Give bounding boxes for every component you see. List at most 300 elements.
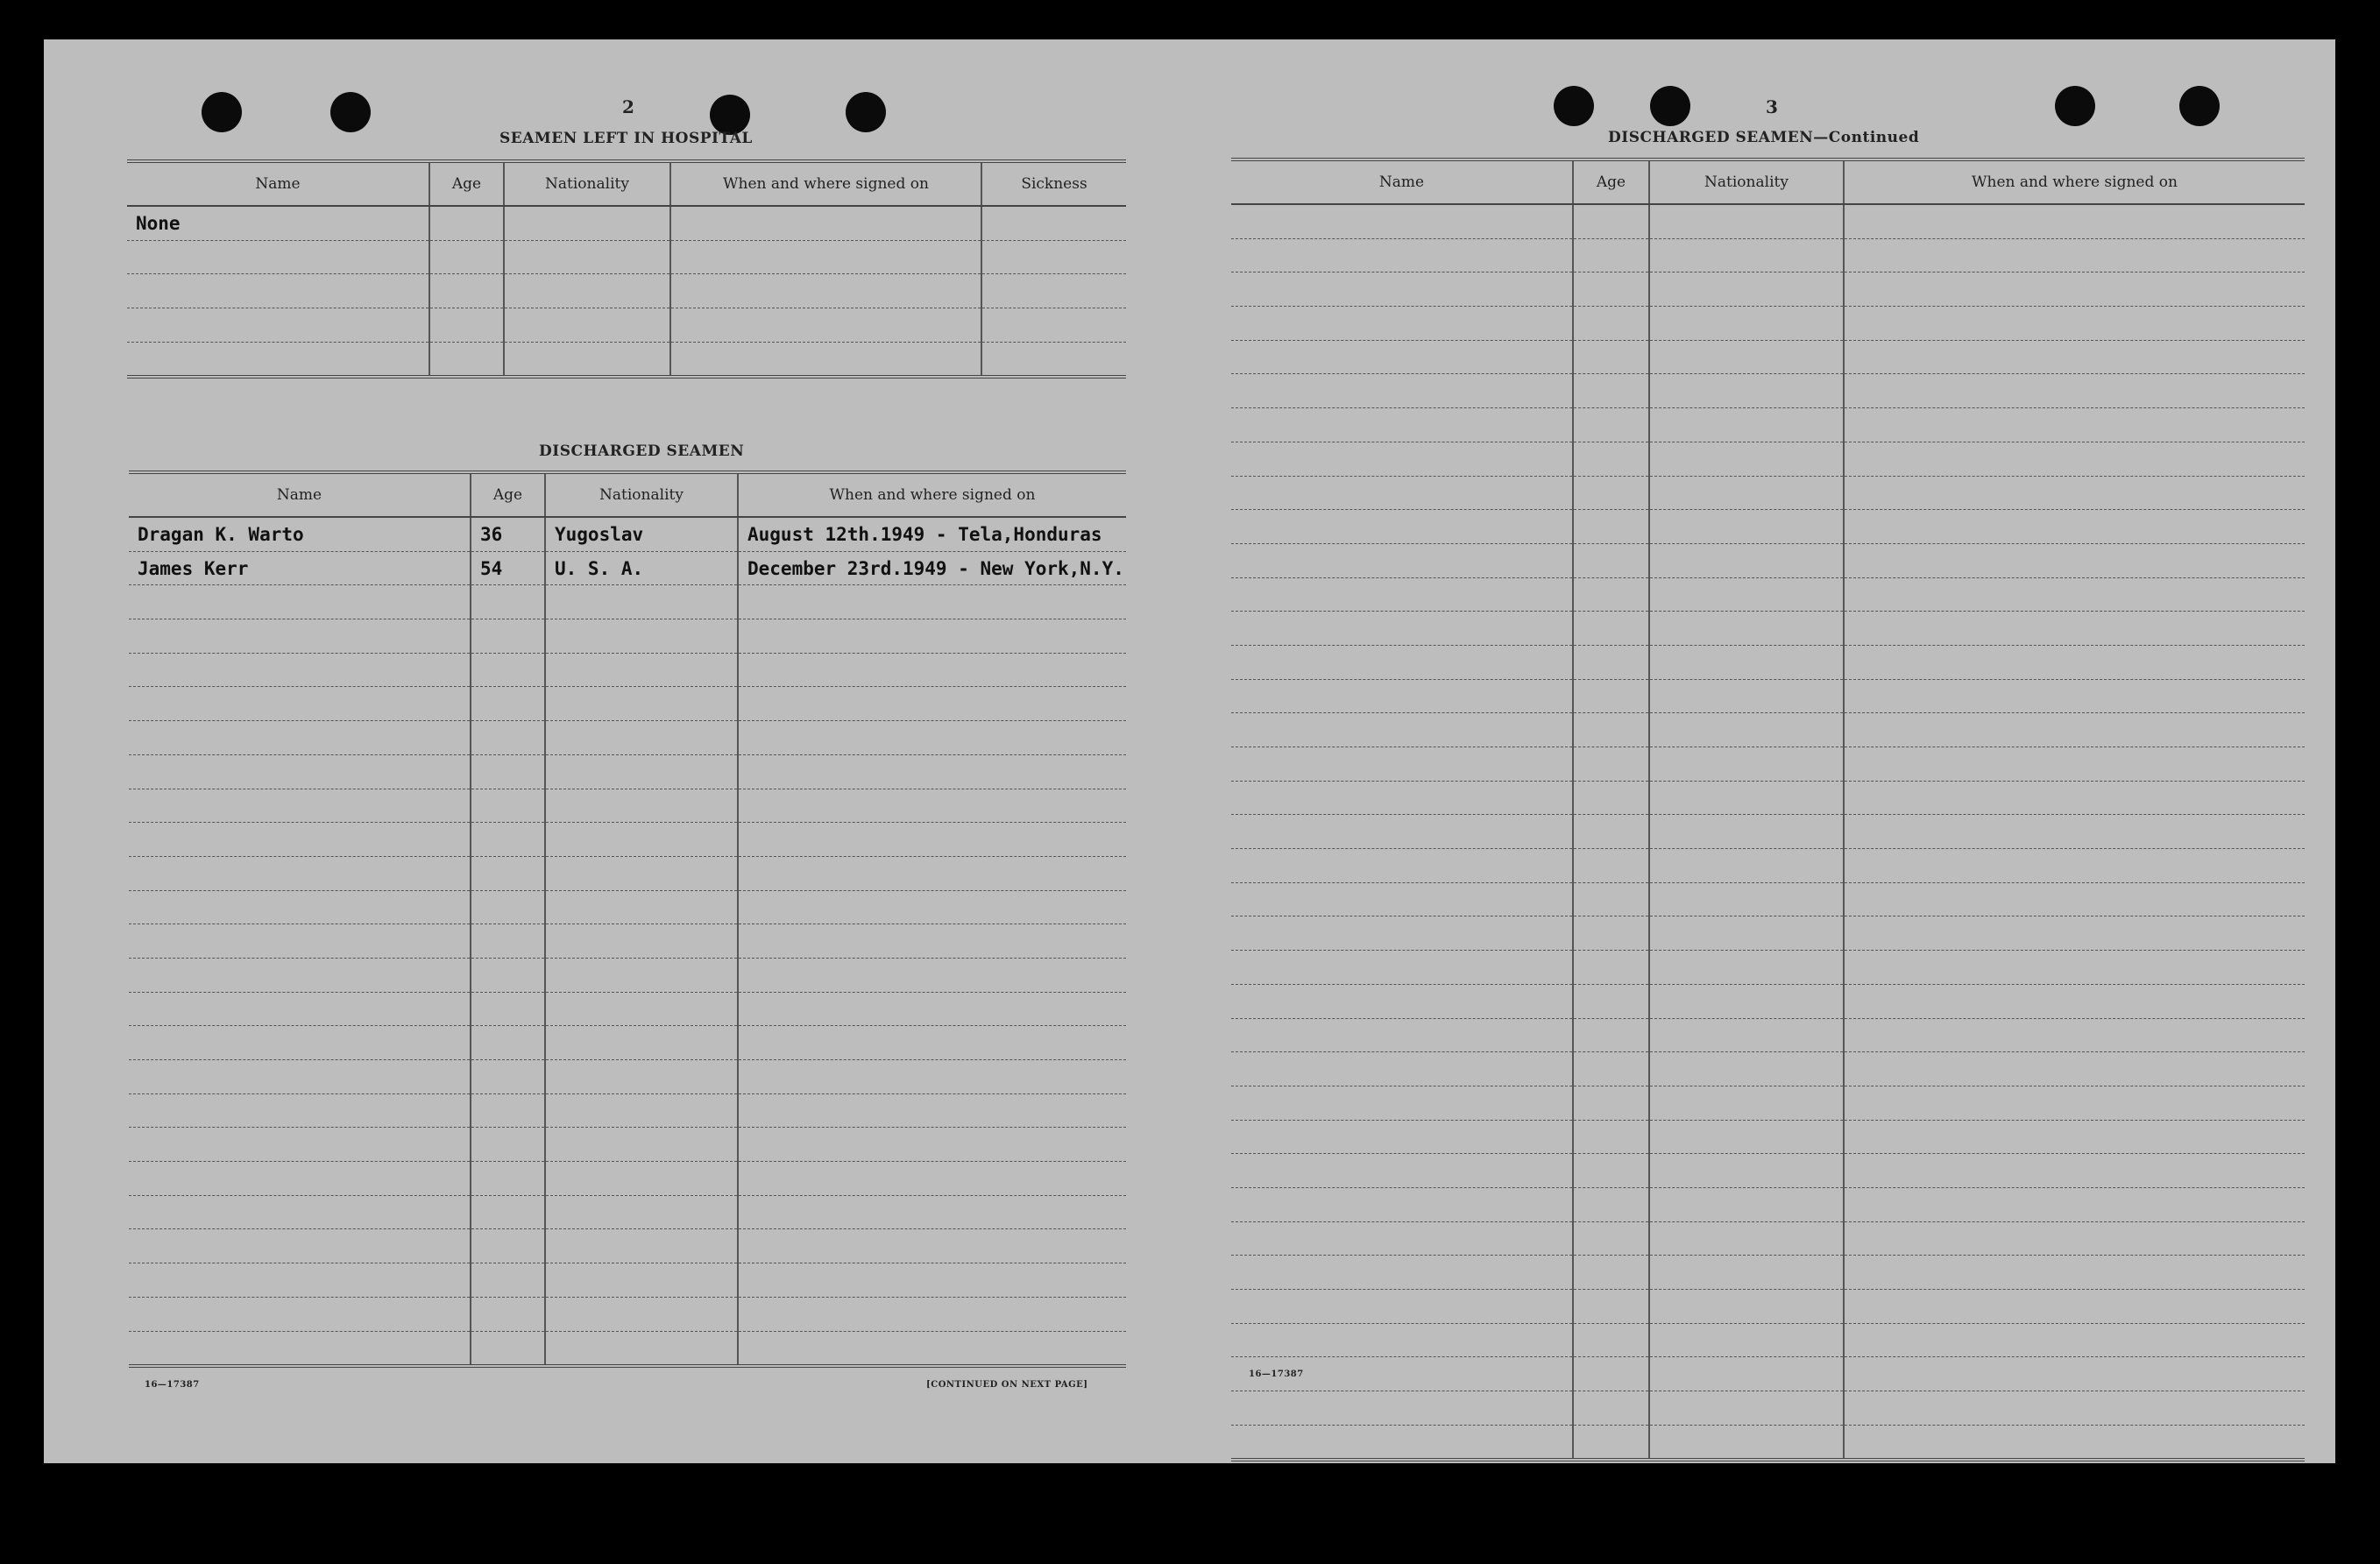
discharged-continued-cell	[1573, 882, 1649, 916]
discharged-continued-cell	[1231, 612, 1573, 646]
discharged-continued-cell	[1649, 1256, 1844, 1290]
discharged-continued-table-body	[1231, 204, 2305, 1460]
hospital-cell	[670, 240, 981, 274]
discharged-continued-cell	[1573, 1154, 1649, 1188]
discharged-continued-cell	[1844, 747, 2305, 782]
discharged-cell	[471, 1026, 545, 1060]
discharged-cell	[129, 1331, 471, 1366]
discharged-cell	[738, 1026, 1126, 1060]
discharged-cell	[129, 823, 471, 857]
discharged-continued-cell	[1649, 577, 1844, 612]
discharged-continued-table-row	[1231, 1323, 2305, 1357]
discharged-cell	[545, 619, 738, 654]
discharged-continued-cell	[1844, 374, 2305, 408]
hospital-table-row	[127, 274, 1126, 308]
discharged-cell	[738, 1297, 1126, 1331]
discharged-cell	[738, 856, 1126, 890]
discharged-cell: Yugoslav	[545, 517, 738, 551]
discharged-cell	[129, 1229, 471, 1263]
discharged-continued-cell	[1573, 272, 1649, 307]
discharged-cell	[738, 1263, 1126, 1298]
discharged-continued-table-row	[1231, 849, 2305, 883]
discharged-continued-cell	[1649, 1154, 1844, 1188]
discharged-continued-table-row	[1231, 1256, 2305, 1290]
discharged-continued-cell	[1231, 1120, 1573, 1154]
discharged-continued-cell	[1649, 1425, 1844, 1460]
discharged-cell	[471, 856, 545, 890]
discharged-continued-cell	[1573, 713, 1649, 747]
discharged-continued-column-header: When and where signed on	[1844, 159, 2305, 204]
discharged-continued-cell	[1231, 916, 1573, 951]
discharged-continued-cell	[1231, 1323, 1573, 1357]
discharged-continued-table-row	[1231, 1425, 2305, 1460]
punch-hole	[1650, 86, 1690, 126]
discharged-cell	[129, 619, 471, 654]
discharged-continued-cell	[1573, 1120, 1649, 1154]
discharged-continued-cell	[1844, 543, 2305, 577]
discharged-continued-cell	[1844, 815, 2305, 849]
discharged-continued-cell	[1844, 510, 2305, 544]
discharged-continued-cell	[1231, 238, 1573, 272]
discharged-cell	[471, 619, 545, 654]
hospital-cell	[981, 274, 1126, 308]
discharged-cell	[545, 1162, 738, 1196]
discharged-continued-cell	[1231, 1154, 1573, 1188]
discharged-cell	[129, 1195, 471, 1229]
discharged-cell	[129, 958, 471, 992]
hospital-cell	[504, 308, 670, 343]
discharged-continued-table-row	[1231, 882, 2305, 916]
discharged-cell	[471, 1060, 545, 1094]
discharged-cell	[471, 1128, 545, 1162]
discharged-continued-cell	[1649, 1120, 1844, 1154]
discharged-continued-cell	[1649, 238, 1844, 272]
discharged-continued-cell	[1844, 984, 2305, 1018]
discharged-continued-table-row	[1231, 1221, 2305, 1256]
punch-hole	[846, 92, 886, 132]
discharged-continued-cell	[1649, 1290, 1844, 1324]
discharged-table-row	[129, 856, 1126, 890]
discharged-continued-cell	[1231, 747, 1573, 782]
discharged-continued-column-header: Age	[1573, 159, 1649, 204]
discharged-continued-title	[1608, 129, 1919, 146]
discharged-continued-table-row	[1231, 1120, 2305, 1154]
discharged-cell	[545, 1331, 738, 1366]
discharged-cell: 36	[471, 517, 545, 551]
discharged-continued-cell	[1844, 1154, 2305, 1188]
discharged-continued-cell	[1649, 747, 1844, 782]
discharged-cell	[471, 890, 545, 924]
discharged-cell	[738, 619, 1126, 654]
discharged-table-row	[129, 823, 1126, 857]
discharged-cell	[545, 1297, 738, 1331]
page-number: 3	[1766, 96, 1778, 117]
discharged-continued-table-row	[1231, 612, 2305, 646]
discharged-cell	[129, 992, 471, 1026]
discharged-cell	[471, 1195, 545, 1229]
discharged-continued-cell	[1649, 645, 1844, 679]
discharged-continued-cell	[1649, 849, 1844, 883]
discharged-continued-column-header: Name	[1231, 159, 1573, 204]
discharged-continued-cell	[1231, 1391, 1573, 1426]
discharged-continued-cell	[1231, 577, 1573, 612]
punch-hole	[2055, 86, 2095, 126]
discharged-table-row	[129, 1263, 1126, 1298]
hospital-cell	[670, 308, 981, 343]
discharged-table-row	[129, 551, 1126, 585]
discharged-continued-cell	[1231, 984, 1573, 1018]
discharged-continued-cell	[1844, 1256, 2305, 1290]
discharged-continued-cell	[1573, 679, 1649, 713]
discharged-continued-cell	[1649, 307, 1844, 341]
hospital-cell	[670, 342, 981, 377]
discharged-cell	[129, 1060, 471, 1094]
hospital-cell	[127, 308, 429, 343]
discharged-continued-cell	[1844, 1052, 2305, 1086]
discharged-continued-cell	[1231, 849, 1573, 883]
discharged-continued-table-row	[1231, 442, 2305, 476]
hospital-cell	[981, 240, 1126, 274]
discharged-continued-cell	[1573, 951, 1649, 985]
discharged-continued-cell	[1231, 543, 1573, 577]
discharged-cell	[471, 924, 545, 959]
discharged-continued-cell	[1844, 1120, 2305, 1154]
discharged-cell	[471, 754, 545, 789]
discharged-continued-cell	[1231, 307, 1573, 341]
discharged-continued-cell	[1844, 272, 2305, 307]
discharged-continued-cell	[1844, 1221, 2305, 1256]
hospital-cell	[429, 240, 504, 274]
discharged-cell: James Kerr	[129, 551, 471, 585]
discharged-cell	[545, 856, 738, 890]
discharged-continued-table-row	[1231, 1187, 2305, 1221]
discharged-cell	[129, 687, 471, 721]
discharged-continued-cell	[1844, 1018, 2305, 1052]
discharged-continued-table-row	[1231, 577, 2305, 612]
discharged-continued-table-row	[1231, 272, 2305, 307]
discharged-continued-table-row	[1231, 1052, 2305, 1086]
discharged-continued-table-row	[1231, 815, 2305, 849]
discharged-continued-cell	[1573, 543, 1649, 577]
discharged-continued-cell	[1231, 1018, 1573, 1052]
discharged-continued-cell	[1844, 951, 2305, 985]
discharged-header-row	[129, 472, 1126, 517]
hospital-table-row	[127, 308, 1126, 343]
discharged-continued-table-row	[1231, 781, 2305, 815]
discharged-cell: Dragan K. Warto	[129, 517, 471, 551]
discharged-continued-table-row	[1231, 374, 2305, 408]
hospital-column-header: Sickness	[981, 161, 1126, 206]
discharged-continued-cell	[1573, 849, 1649, 883]
discharged-continued-table-row	[1231, 916, 2305, 951]
discharged-continued-cell	[1231, 1221, 1573, 1256]
discharged-cell	[129, 1128, 471, 1162]
discharged-continued-cell	[1573, 204, 1649, 238]
hospital-column-header: Age	[429, 161, 504, 206]
hospital-table	[127, 159, 1126, 379]
hospital-cell	[670, 274, 981, 308]
hospital-cell	[429, 274, 504, 308]
punch-hole	[202, 92, 242, 132]
discharged-cell	[545, 1026, 738, 1060]
discharged-continued-cell	[1573, 1018, 1649, 1052]
discharged-cell: U. S. A.	[545, 551, 738, 585]
discharged-continued-cell	[1573, 1221, 1649, 1256]
hospital-header-row	[127, 161, 1126, 206]
discharged-cell	[129, 585, 471, 619]
discharged-continued-table-row	[1231, 984, 2305, 1018]
hospital-column-header: Nationality	[504, 161, 670, 206]
hospital-column-header: Name	[127, 161, 429, 206]
discharged-cell	[471, 992, 545, 1026]
discharged-continued-table-row	[1231, 1086, 2305, 1120]
discharged-cell	[129, 924, 471, 959]
discharged-cell	[738, 721, 1126, 755]
discharged-continued-cell	[1573, 577, 1649, 612]
discharged-continued-cell	[1844, 679, 2305, 713]
discharged-continued-table-row	[1231, 645, 2305, 679]
discharged-continued-cell	[1573, 1425, 1649, 1460]
hospital-table-row	[127, 342, 1126, 377]
discharged-cell	[545, 958, 738, 992]
discharged-cell: 54	[471, 551, 545, 585]
discharged-cell	[738, 754, 1126, 789]
discharged-cell	[471, 721, 545, 755]
discharged-continued-cell	[1649, 408, 1844, 442]
discharged-continued-cell	[1231, 781, 1573, 815]
discharged-cell	[738, 1093, 1126, 1128]
discharged-continued-cell	[1649, 1052, 1844, 1086]
discharged-continued-table-row	[1231, 1290, 2305, 1324]
discharged-continued-cell	[1573, 1052, 1649, 1086]
page-number: 2	[622, 96, 634, 117]
discharged-continued-cell	[1649, 1391, 1844, 1426]
discharged-cell	[129, 1093, 471, 1128]
discharged-cell	[471, 585, 545, 619]
discharged-continued-cell	[1231, 951, 1573, 985]
discharged-table-row	[129, 754, 1126, 789]
hospital-table-row	[127, 240, 1126, 274]
discharged-cell	[738, 1060, 1126, 1094]
discharged-cell	[129, 856, 471, 890]
discharged-continued-cell	[1649, 781, 1844, 815]
discharged-cell	[738, 687, 1126, 721]
discharged-continued-cell	[1649, 1086, 1844, 1120]
discharged-table-row	[129, 1026, 1126, 1060]
discharged-continued-cell	[1649, 510, 1844, 544]
discharged-continued-cell	[1844, 713, 2305, 747]
discharged-cell	[738, 924, 1126, 959]
discharged-cell	[471, 1263, 545, 1298]
discharged-continued-cell	[1573, 442, 1649, 476]
discharged-cell	[129, 1297, 471, 1331]
discharged-continued-cell	[1231, 510, 1573, 544]
discharged-cell	[738, 585, 1126, 619]
discharged-cell	[129, 1263, 471, 1298]
discharged-continued-table-row	[1231, 1391, 2305, 1426]
discharged-cell	[471, 687, 545, 721]
discharged-continued-cell	[1844, 1086, 2305, 1120]
discharged-continued-cell	[1844, 340, 2305, 374]
discharged-continued-cell	[1573, 374, 1649, 408]
discharged-continued-table	[1231, 158, 2305, 1461]
continued-suffix: —Continued	[1813, 129, 1920, 146]
discharged-continued-cell	[1573, 1256, 1649, 1290]
discharged-continued-table-row	[1231, 543, 2305, 577]
discharged-table-row	[129, 1229, 1126, 1263]
discharged-continued-cell	[1649, 1187, 1844, 1221]
discharged-table-row	[129, 1060, 1126, 1094]
discharged-continued-cell	[1231, 1187, 1573, 1221]
discharged-continued-table-row	[1231, 510, 2305, 544]
discharged-continued-column-header: Nationality	[1649, 159, 1844, 204]
discharged-table-row	[129, 924, 1126, 959]
discharged-cell: December 23rd.1949 - New York,N.Y.	[738, 551, 1126, 585]
discharged-cell	[545, 687, 738, 721]
discharged-cell	[545, 1229, 738, 1263]
discharged-continued-table-row	[1231, 679, 2305, 713]
hospital-cell	[127, 240, 429, 274]
discharged-continued-cell	[1844, 1323, 2305, 1357]
discharged-continued-cell	[1231, 1290, 1573, 1324]
discharged-continued-cell	[1844, 238, 2305, 272]
hospital-cell	[504, 240, 670, 274]
discharged-continued-cell	[1649, 476, 1844, 510]
discharged-continued-table-row	[1231, 476, 2305, 510]
discharged-cell	[738, 992, 1126, 1026]
discharged-continued-cell	[1649, 543, 1844, 577]
discharged-continued-cell	[1231, 204, 1573, 238]
discharged-cell	[471, 1229, 545, 1263]
discharged-table-row	[129, 517, 1126, 551]
hospital-table-row	[127, 206, 1126, 240]
discharged-continued-cell	[1844, 882, 2305, 916]
discharged-cell	[471, 1162, 545, 1196]
discharged-continued-cell	[1649, 916, 1844, 951]
discharged-table-row	[129, 619, 1126, 654]
discharged-continued-cell	[1573, 340, 1649, 374]
discharged-cell	[471, 1297, 545, 1331]
discharged-continued-cell	[1649, 1221, 1844, 1256]
discharged-continued-cell	[1844, 645, 2305, 679]
discharged-continued-cell	[1649, 1323, 1844, 1357]
discharged-cell	[738, 1128, 1126, 1162]
discharged-cell	[738, 1162, 1126, 1196]
discharged-continued-cell	[1844, 577, 2305, 612]
discharged-cell	[738, 789, 1126, 823]
continued-note: [CONTINUED ON NEXT PAGE]	[926, 1380, 1088, 1390]
discharged-table-row	[129, 890, 1126, 924]
discharged-cell	[545, 924, 738, 959]
discharged-cell	[545, 890, 738, 924]
discharged-cell	[129, 653, 471, 687]
discharged-continued-cell	[1649, 204, 1844, 238]
discharged-continued-cell	[1844, 916, 2305, 951]
discharged-continued-table-row	[1231, 340, 2305, 374]
hospital-cell	[127, 342, 429, 377]
hospital-cell	[504, 342, 670, 377]
discharged-continued-cell	[1573, 781, 1649, 815]
hospital-cell	[504, 274, 670, 308]
discharged-continued-table-row	[1231, 747, 2305, 782]
discharged-continued-table-row	[1231, 713, 2305, 747]
discharged-continued-cell	[1573, 1290, 1649, 1324]
discharged-cell	[471, 1331, 545, 1366]
form-number: 16—17387	[145, 1380, 200, 1390]
discharged-cell	[738, 958, 1126, 992]
discharged-cell	[545, 1263, 738, 1298]
discharged-continued-cell	[1573, 510, 1649, 544]
discharged-cell	[545, 789, 738, 823]
discharged-cell	[471, 823, 545, 857]
discharged-table-row	[129, 1297, 1126, 1331]
discharged-cell	[545, 1195, 738, 1229]
discharged-continued-cell	[1649, 984, 1844, 1018]
discharged-table-row	[129, 721, 1126, 755]
discharged-cell	[738, 1195, 1126, 1229]
discharged-continued-cell	[1573, 747, 1649, 782]
discharged-cell	[129, 1026, 471, 1060]
discharged-column-header: Age	[471, 472, 545, 517]
discharged-continued-table-row	[1231, 1357, 2305, 1391]
discharged-continued-cell	[1231, 713, 1573, 747]
discharged-continued-cell	[1649, 272, 1844, 307]
discharged-continued-cell	[1231, 1052, 1573, 1086]
discharged-cell	[545, 1060, 738, 1094]
discharged-continued-header-row	[1231, 159, 2305, 204]
discharged-continued-table-row	[1231, 238, 2305, 272]
discharged-continued-cell	[1844, 476, 2305, 510]
discharged-continued-cell	[1573, 645, 1649, 679]
discharged-continued-cell	[1649, 882, 1844, 916]
hospital-cell	[429, 206, 504, 240]
discharged-continued-table-row	[1231, 307, 2305, 341]
discharged-cell	[545, 721, 738, 755]
discharged-cell	[471, 653, 545, 687]
discharged-continued-cell	[1844, 442, 2305, 476]
discharged-continued-cell	[1844, 849, 2305, 883]
document-sheet	[44, 39, 2335, 1463]
hospital-cell	[504, 206, 670, 240]
discharged-table-row	[129, 992, 1126, 1026]
discharged-continued-table-row	[1231, 951, 2305, 985]
discharged-continued-table-row	[1231, 1154, 2305, 1188]
discharged-continued-cell	[1844, 612, 2305, 646]
discharged-continued-cell	[1573, 476, 1649, 510]
discharged-continued-cell	[1231, 374, 1573, 408]
hospital-cell	[981, 206, 1126, 240]
discharged-continued-cell	[1844, 1187, 2305, 1221]
discharged-cell	[738, 653, 1126, 687]
discharged-continued-cell	[1649, 1357, 1844, 1391]
discharged-continued-cell	[1649, 679, 1844, 713]
discharged-column-header: Nationality	[545, 472, 738, 517]
discharged-continued-cell	[1573, 1391, 1649, 1426]
discharged-table-row	[129, 653, 1126, 687]
discharged-column-header: Name	[129, 472, 471, 517]
discharged-cell	[545, 1093, 738, 1128]
discharged-cell	[545, 823, 738, 857]
discharged-continued-cell	[1231, 679, 1573, 713]
discharged-continued-cell	[1573, 984, 1649, 1018]
punch-hole	[330, 92, 371, 132]
discharged-table-row	[129, 687, 1126, 721]
discharged-continued-table-row	[1231, 204, 2305, 238]
discharged-continued-cell	[1231, 1086, 1573, 1120]
discharged-continued-cell	[1231, 882, 1573, 916]
discharged-continued-cell	[1844, 1425, 2305, 1460]
discharged-continued-cell	[1573, 1086, 1649, 1120]
